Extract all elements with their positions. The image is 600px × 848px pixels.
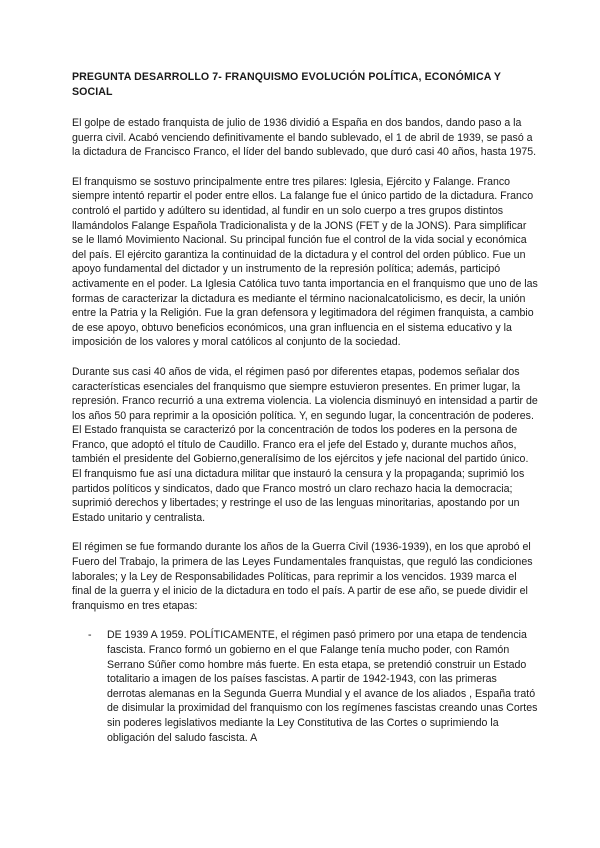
list-bullet: - bbox=[88, 629, 92, 642]
list-item-text: DE 1939 A 1959. POLÍTICAMENTE, el régimen pasó primero por una etapa de tendencia fascista. Franco formó un gobierno en el que Falange tenía mucho poder, con Ramón Serrano Súñer como hombre más fuerte. En esta etapa, se pretendió construir un Estado totalitario a imagen de los países fascistas. A partir de 1942-1943, con las primeras derrotas alemanas en la Segunda Guerra Mundial y el avance de los aliados , España trató de disimular la proximidad del franquismo con los regímenes fascistas creando unas Cortes sin poderes legislativos mediante la Ley Constitutiva de las Cortes o suprimiendo la obligación del saludo fascista. A bbox=[107, 629, 538, 744]
paragraph-characteristics: Durante sus casi 40 años de vida, el régimen pasó por diferentes etapas, podemos señalar dos características esenciales del franquismo que siempre estuvieron presentes. En primer lugar, la represión. Franco recurrió a una extrema violencia. La violencia disminuyó en intensidad a partir de los años 50 para reprimir a la oposición política. Y, en segundo lugar, la concentración de poderes. El Estado franquista se caracterizó por la concentración de todos los poderes en la persona de Franco, que adoptó el título de Caudillo. Franco era el jefe del Estado y, durante muchos años, también el presidente del Gobierno,generalísimo de los ejércitos y jefe nacional del partido único. El franquismo fue así una dictadura militar que instauró la censura y la propaganda; suprimió los partidos políticos y sindicatos, dado que Franco mostró un claro rechazo hacia la democracia; suprimió derechos y libertades; y restringe el uso de las lenguas minoritarias, apostando por un Estado unitario y centralista. bbox=[72, 365, 538, 524]
stages-list bbox=[72, 628, 538, 745]
paragraph-intro: El golpe de estado franquista de julio de 1936 dividió a España en dos bandos, dando paso a la guerra civil. Acabó venciendo definitivamente el bando sublevado, el 1 de abril de 1939, se pasó a la dictadura de Francisco Franco, el líder del bando sublevado, que duró casi 40 años, hasta 1975. bbox=[72, 117, 537, 159]
document-title: PREGUNTA DESARROLLO 7- FRANQUISMO EVOLUCIÓN POLÍTICA, ECONÓMICA Y SOCIAL bbox=[72, 71, 501, 98]
list-item bbox=[72, 628, 538, 745]
paragraph-formation: El régimen se fue formando durante los años de la Guerra Civil (1936-1939), en los que aprobó el Fuero del Trabajo, la primera de las Leyes Fundamentales franquistas, que reguló las condiciones laborales; y la Ley de Responsabilidades Políticas, para reprimir a los vencidos. 1939 marca el final de la guerra y el inicio de la dictadura en todo el país. A partir de ese año, se puede dividir el franquismo en tres etapas: bbox=[72, 541, 533, 612]
paragraph-pillars: El franquismo se sostuvo principalmente entre tres pilares: Iglesia, Ejército y Falange. Franco siempre intentó repartir el poder entre ellos. La falange fue el único partido de la dictadura. Franco controló el partido y adúltero su identidad, al fundir en un solo cuerpo a tres grupos distintos llamándolos Falange Española Tradicionalista y de la JONS (FET y de la JONS). Para simplificar se le llamó Movimiento Nacional. Su principal función fue el control de la vida social y económica del país. El ejército garantiza la continuidad de la dictadura y el control del orden público. Fue un apoyo fundamental del dictador y un instrumento de la represión política; además, participó activamente en el poder. La Iglesia Católica tuvo tanta importancia en el franquismo que uno de las formas de caracterizar la dictadura es mediante el término nacionalcatolicismo, es decir, la unión entre la Patria y la Religión. Fue la gran defensora y legitimadora del régimen franquista, a cambio de ese apoyo, obtuvo beneficios económicos, una gran influencia en el sistema educativo y la imposición de los valores y moral católicos al conjunto de la sociedad. bbox=[72, 175, 538, 349]
